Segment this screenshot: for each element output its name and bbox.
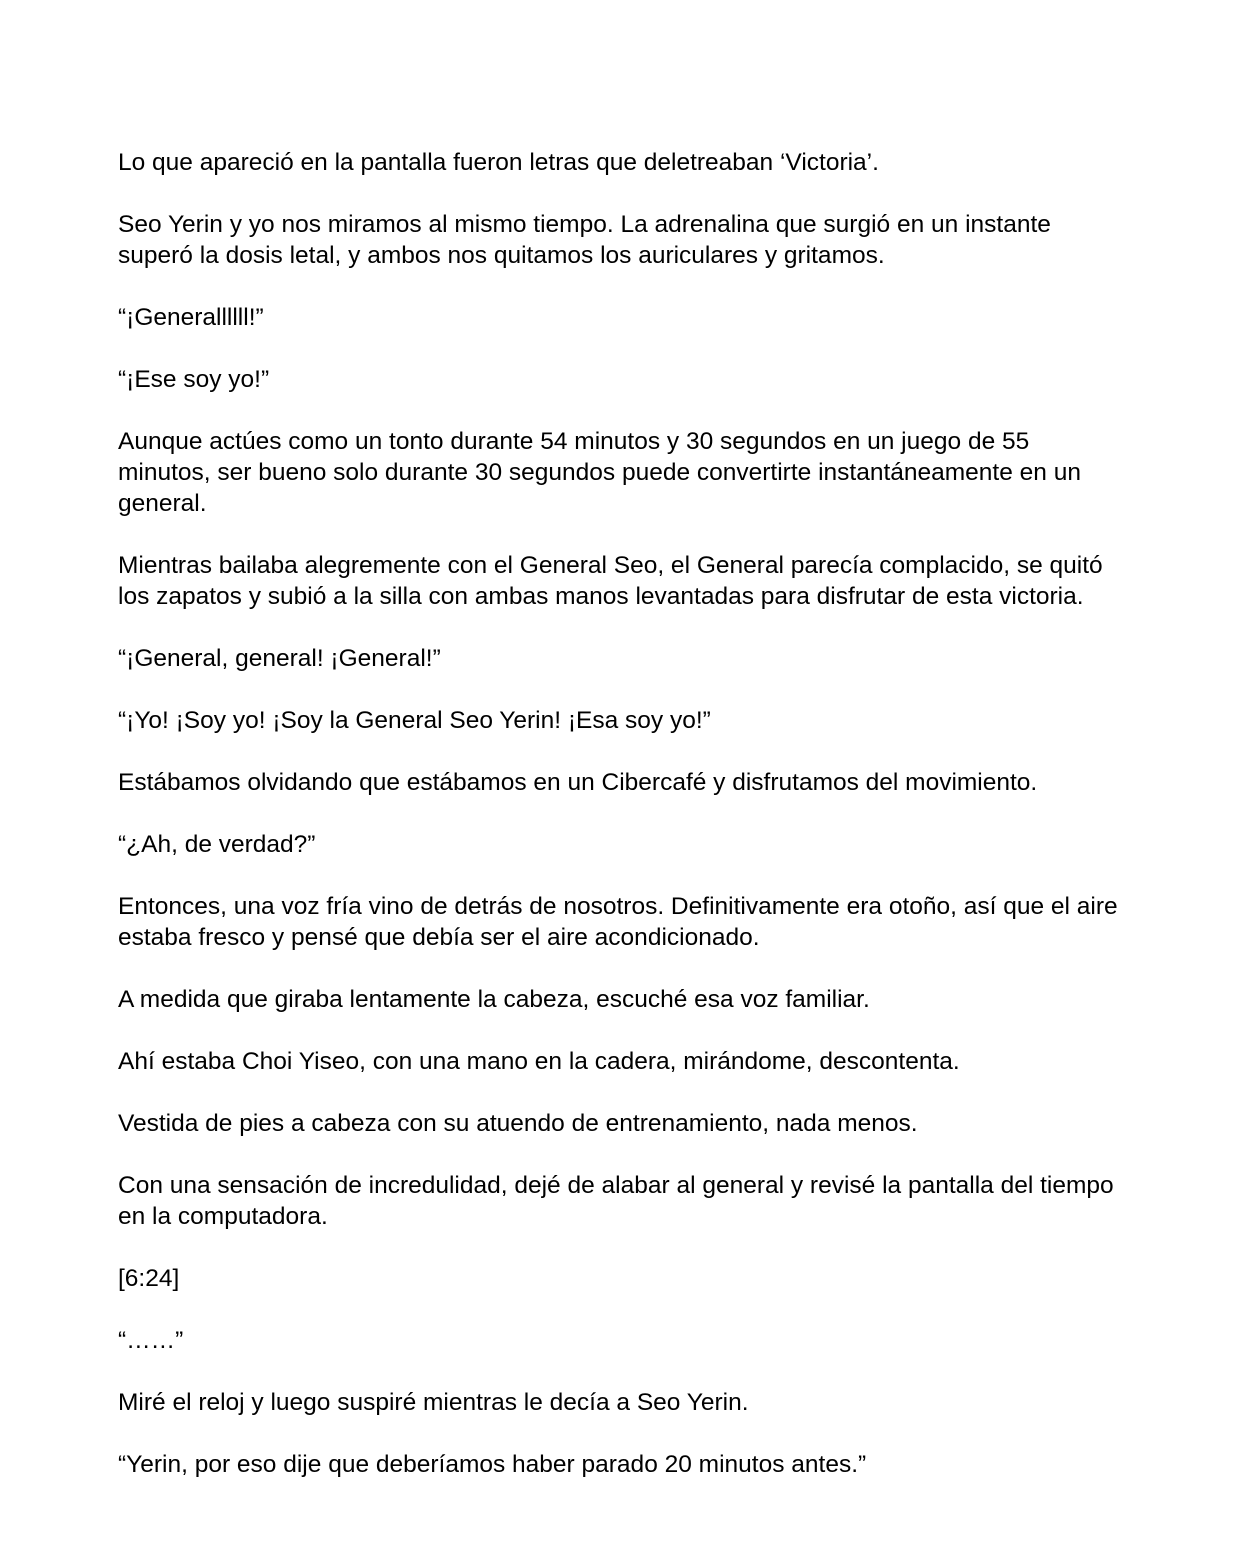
paragraph: Seo Yerin y yo nos miramos al mismo tiempo. La adrenalina que surgió en un instante superó la dosis letal, y ambos nos quitamos los auriculares y gritamos. — [118, 211, 1051, 269]
paragraph: “¿Ah, de verdad?” — [118, 831, 316, 858]
paragraph: “¡Yo! ¡Soy yo! ¡Soy la General Seo Yerin! ¡Esa soy yo!” — [118, 707, 711, 734]
paragraph: “¡Generallllll!” — [118, 304, 264, 331]
paragraph: “¡Ese soy yo!” — [118, 366, 270, 393]
paragraph: Con una sensación de incredulidad, dejé de alabar al general y revisé la pantalla del tiempo en la computadora. — [118, 1172, 1114, 1230]
paragraph: Vestida de pies a cabeza con su atuendo de entrenamiento, nada menos. — [118, 1110, 918, 1137]
paragraph: Ahí estaba Choi Yiseo, con una mano en la cadera, mirándome, descontenta. — [118, 1048, 960, 1075]
paragraph: Mientras bailaba alegremente con el General Seo, el General parecía complacido, se quitó los zapatos y subió a la silla con ambas manos levantadas para disfrutar de esta victoria. — [118, 552, 1103, 610]
paragraph: Lo que apareció en la pantalla fueron letras que deletreaban ‘Victoria’. — [118, 149, 879, 176]
document-body — [118, 147, 1118, 1511]
paragraph: Miré el reloj y luego suspiré mientras le decía a Seo Yerin. — [118, 1389, 749, 1416]
paragraph: [6:24] — [118, 1265, 180, 1292]
paragraph: A medida que giraba lentamente la cabeza, escuché esa voz familiar. — [118, 986, 870, 1013]
paragraph: Entonces, una voz fría vino de detrás de nosotros. Definitivamente era otoño, así que el aire estaba fresco y pensé que debía ser el aire acondicionado. — [118, 893, 1118, 951]
paragraph: Aunque actúes como un tonto durante 54 minutos y 30 segundos en un juego de 55 minutos, ser bueno solo durante 30 segundos puede convertirte instantáneamente en un general. — [118, 428, 1081, 517]
paragraph: “¡General, general! ¡General!” — [118, 645, 441, 672]
paragraph: “Yerin, por eso dije que deberíamos haber parado 20 minutos antes.” — [118, 1451, 867, 1478]
paragraph: Estábamos olvidando que estábamos en un Cibercafé y disfrutamos del movimiento. — [118, 769, 1038, 796]
paragraph: “……” — [118, 1327, 184, 1354]
